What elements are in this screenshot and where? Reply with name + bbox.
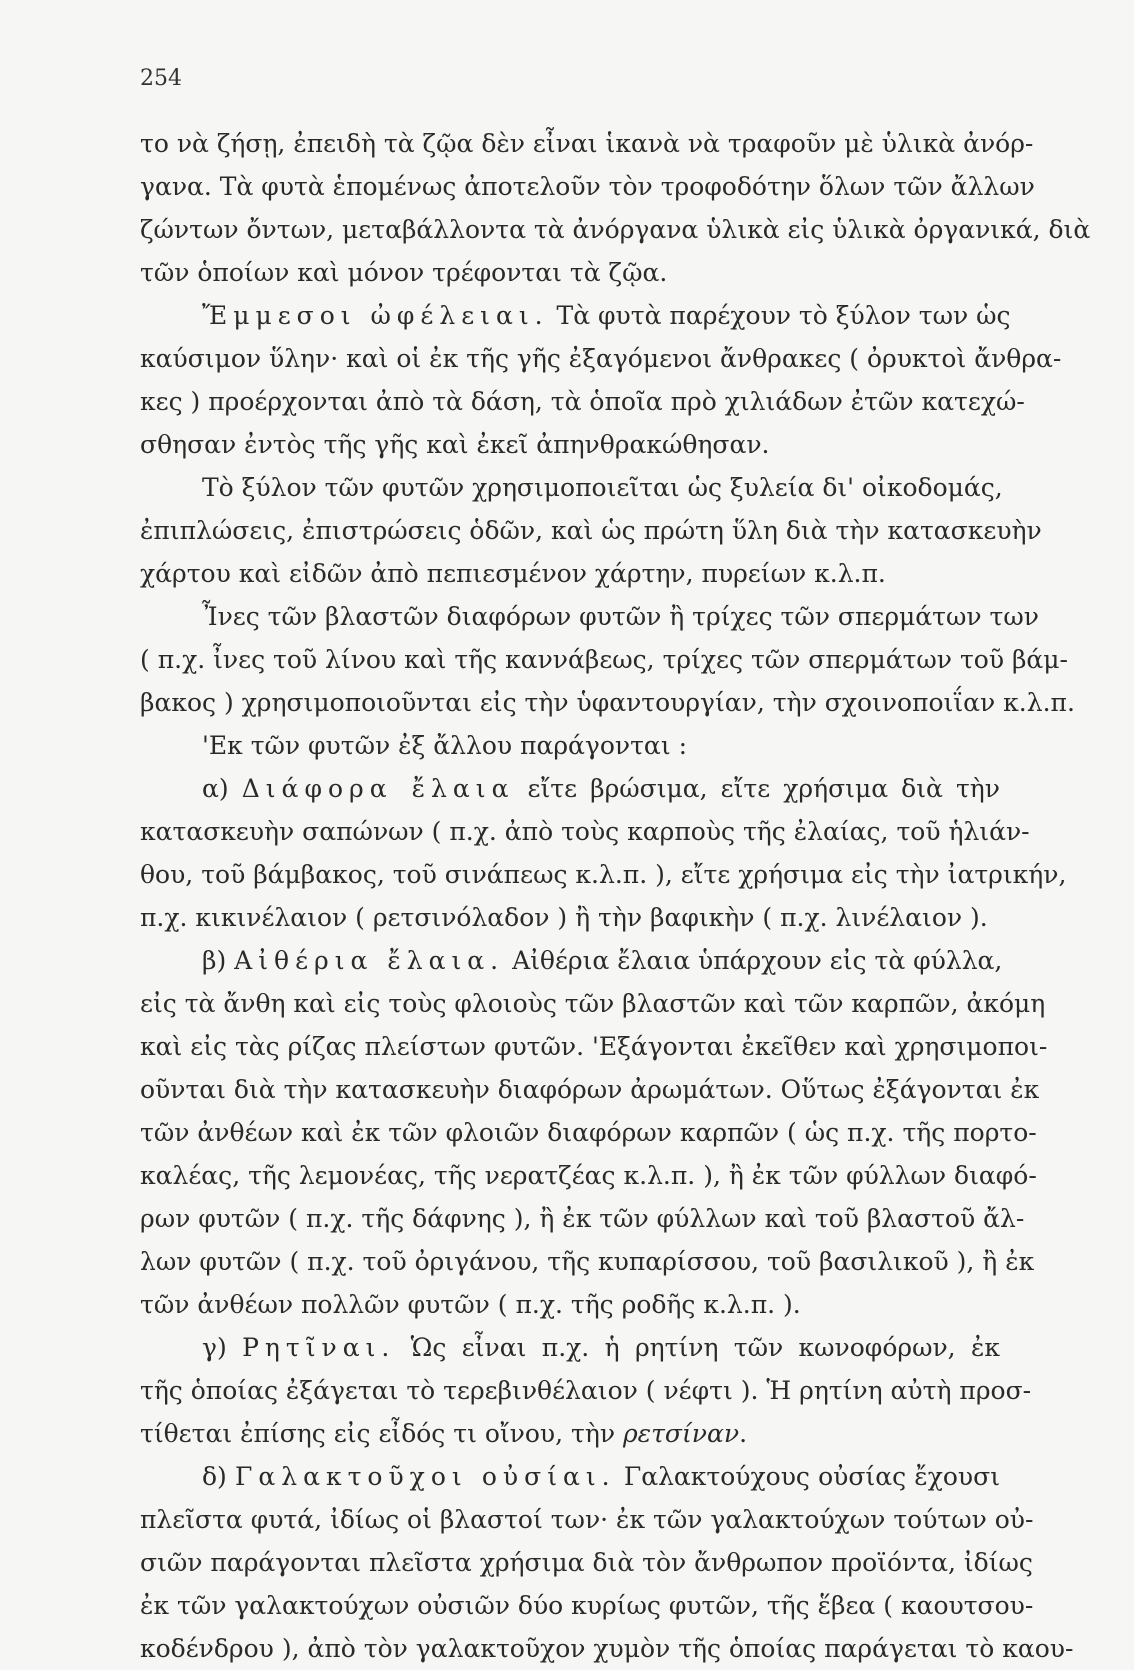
text-line — [140, 552, 1000, 595]
text-segment: γανα. Τὰ φυτὰ ἑπομένως ἀποτελοῦν τὸν τροφοδότην ὅλων τῶν ἄλλων — [140, 172, 1035, 201]
spaced-heading: Ἔμμεσοι ὠφέλειαι. — [202, 301, 549, 330]
text-line — [140, 1240, 1035, 1283]
body-text — [140, 122, 1091, 1670]
text-segment: τῶν ἀνθέων καὶ ἐκ τῶν φλοιῶν διαφόρων καρπῶν ( ὡς π.χ. τῆς πορτο- — [140, 1118, 1037, 1147]
text-segment: Αἰθέρια ἔλαια ὑπάρχουν εἰς τὰ φύλλα, — [504, 946, 1003, 975]
text-line — [140, 810, 1030, 853]
text-segment: βακος ) χρησιμοποιοῦνται εἰς τὴν ὑφαντουργίαν, τὴν σχοινοποιΐαν κ.λ.π. — [140, 688, 1075, 717]
text-line — [140, 1111, 1037, 1154]
text-segment: χάρτου καὶ εἰδῶν ἀπὸ πεπιεσμένον χάρτην, πυρείων κ.λ.π. — [140, 559, 886, 588]
text-line — [140, 1498, 1034, 1541]
text-segment: γ) — [202, 1333, 243, 1362]
text-line — [140, 466, 1003, 509]
text-segment: εἴτε βρώσιμα, εἴτε χρήσιμα διὰ τὴν — [514, 774, 1000, 803]
text-segment: κατασκευὴν σαπώνων ( π.χ. ἀπὸ τοὺς καρποὺς τῆς ἐλαίας, τοῦ ἡλιάν- — [140, 817, 1030, 846]
text-line — [140, 982, 1046, 1025]
text-segment: τῶν ἀνθέων πολλῶν φυτῶν ( π.χ. τῆς ροδῆς κ.λ.π. ). — [140, 1290, 801, 1319]
text-segment: τῆς ὁποίας ἐξάγεται τὸ τερεβινθέλαιον ( νέφτι ). Ἡ ρητίνη αὐτὴ προσ- — [140, 1376, 1032, 1405]
spaced-heading: Ρητῖναι. — [242, 1333, 396, 1362]
text-line — [140, 1025, 1048, 1068]
text-segment: ζώντων ὄντων, μεταβάλλοντα τὰ ἀνόργανα ὑλικὰ εἰς ὑλικὰ ὀργανικά, διὰ — [140, 215, 1091, 244]
text-segment: θου, τοῦ βάμβακος, τοῦ σινάπεως κ.λ.π. ), εἴτε χρήσιμα εἰς τὴν ἰατρικήν, — [140, 860, 1067, 889]
text-line — [140, 165, 1035, 208]
text-segment: ἐπιπλώσεις, ἐπιστρώσεις ὁδῶν, καὶ ὡς πρώτη ὕλη διὰ τὴν κατασκευὴν — [140, 516, 1042, 545]
text-line — [140, 939, 1003, 982]
page-number: 254 — [140, 66, 182, 91]
text-segment: ( π.χ. ἶνες τοῦ λίνου καὶ τῆς καννάβεως, τρίχες τῶν σπερμάτων τοῦ βάμ- — [140, 645, 1069, 674]
text-line — [140, 122, 1034, 165]
text-segment: λων φυτῶν ( π.χ. τοῦ ὀριγάνου, τῆς κυπαρίσσου, τοῦ βασιλικοῦ ), ἢ ἐκ — [140, 1247, 1035, 1276]
text-segment: Ἶνες τῶν βλαστῶν διαφόρων φυτῶν ἢ τρίχες τῶν σπερμάτων των — [202, 602, 1039, 631]
text-line — [140, 681, 1075, 724]
text-line — [140, 1584, 1034, 1627]
text-segment: κες ) προέρχονται ἀπὸ τὰ δάση, τὰ ὁποῖα πρὸ χιλιάδων ἐτῶν κατεχώ- — [140, 387, 1025, 416]
text-line — [140, 724, 1000, 767]
text-line — [140, 1326, 1000, 1369]
text-segment: π.χ. κικινέλαιον ( ρετσινόλαδον ) ἢ τὴν βαφικὴν ( π.χ. λινέλαιον ). — [140, 903, 988, 932]
text-line — [140, 294, 1011, 337]
text-segment: το νὰ ζήσῃ, ἐπειδὴ τὰ ζῷα δὲν εἶναι ἱκανὰ νὰ τραφοῦν μὲ ὑλικὰ ἀνόρ- — [140, 129, 1034, 158]
text-line — [140, 337, 1062, 380]
text-line — [140, 251, 1000, 294]
italic-text: ρετσίναν — [622, 1419, 740, 1448]
text-segment: . — [739, 1419, 748, 1448]
text-line — [140, 1369, 1032, 1412]
text-line — [140, 509, 1042, 552]
text-segment: εἰς τὰ ἄνθη καὶ εἰς τοὺς φλοιοὺς τῶν βλαστῶν καὶ τῶν καρπῶν, ἀκόμη — [140, 989, 1046, 1018]
text-segment: ρων φυτῶν ( π.χ. τῆς δάφνης ), ἢ ἐκ τῶν φύλλων καὶ τοῦ βλαστοῦ ἄλ- — [140, 1204, 1025, 1233]
text-line — [140, 1455, 1000, 1498]
text-segment: καλέας, τῆς λεμονέας, τῆς νερατζέας κ.λ.π. ), ἢ ἐκ τῶν φύλλων διαφό- — [140, 1161, 1037, 1190]
text-segment: τῶν ὁποίων καὶ μόνον τρέφονται τὰ ζῷα. — [140, 258, 668, 287]
text-segment: Ὡς εἶναι π.χ. ἡ ρητίνη τῶν κωνοφόρων, ἐκ — [395, 1333, 1000, 1362]
spaced-heading: Διάφορα ἔλαια — [241, 774, 515, 803]
text-line — [140, 896, 1000, 939]
text-segment: οῦνται διὰ τὴν κατασκευὴν διαφόρων ἀρωμάτων. Οὕτως ἐξάγονται ἐκ — [140, 1075, 1040, 1104]
text-segment: πλεῖστα φυτά, ἰδίως οἱ βλαστοί των· ἐκ τῶν γαλακτούχων τούτων οὐ- — [140, 1505, 1034, 1534]
text-segment: καύσιμον ὕλην· καὶ οἱ ἐκ τῆς γῆς ἐξαγόμενοι ἄνθρακες ( ὀρυκτοὶ ἄνθρα- — [140, 344, 1062, 373]
text-line — [140, 638, 1069, 681]
text-segment: β) — [202, 946, 235, 975]
text-segment: σιῶν παράγονται πλεῖστα χρήσιμα διὰ τὸν ἄνθρωπον προϊόντα, ἰδίως — [140, 1548, 1033, 1577]
text-segment: α) — [202, 774, 242, 803]
spaced-heading: Αἰθέρια ἔλαια. — [234, 946, 505, 975]
text-line — [140, 1068, 1040, 1111]
text-line — [140, 767, 1000, 810]
text-segment: σθησαν ἐντὸς τῆς γῆς καὶ ἐκεῖ ἀπηνθρακώθησαν. — [140, 430, 770, 459]
text-segment: 'Εκ τῶν φυτῶν ἐξ ἄλλου παράγονται : — [202, 731, 687, 760]
text-line — [140, 208, 1091, 251]
text-segment: καὶ εἰς τὰς ρίζας πλείστων φυτῶν. 'Εξάγονται ἐκεῖθεν καὶ χρησιμοποι- — [140, 1032, 1048, 1061]
text-line — [140, 380, 1025, 423]
text-line — [140, 1197, 1025, 1240]
text-segment: δ) — [202, 1462, 236, 1491]
text-line — [140, 1154, 1037, 1197]
text-line — [140, 595, 1039, 638]
text-line — [140, 1283, 1000, 1326]
text-segment: ἐκ τῶν γαλακτούχων οὐσιῶν δύο κυρίως φυτῶν, τῆς ἕβεα ( καουτσου- — [140, 1591, 1034, 1620]
text-line — [140, 1412, 1000, 1455]
text-line — [140, 853, 1067, 896]
text-line — [140, 1627, 1074, 1670]
text-line — [140, 423, 1000, 466]
text-segment: τίθεται ἐπίσης εἰς εἶδός τι οἴνου, τὴν — [140, 1419, 623, 1448]
text-segment: Γαλακτούχους οὐσίας ἔχουσι — [615, 1462, 1000, 1491]
text-segment: κοδένδρου ), ἀπὸ τὸν γαλακτοῦχον χυμὸν τῆς ὁποίας παράγεται τὸ καου- — [140, 1634, 1074, 1663]
text-segment: Τὸ ξύλον τῶν φυτῶν χρησιμοποιεῖται ὡς ξυλεία δι' οἰκοδομάς, — [202, 473, 1003, 502]
spaced-heading: Γαλακτοῦχοι οὐσίαι. — [235, 1462, 616, 1491]
text-line — [140, 1541, 1033, 1584]
text-segment: Τὰ φυτὰ παρέχουν τὸ ξύλον των ὡς — [548, 301, 1011, 330]
